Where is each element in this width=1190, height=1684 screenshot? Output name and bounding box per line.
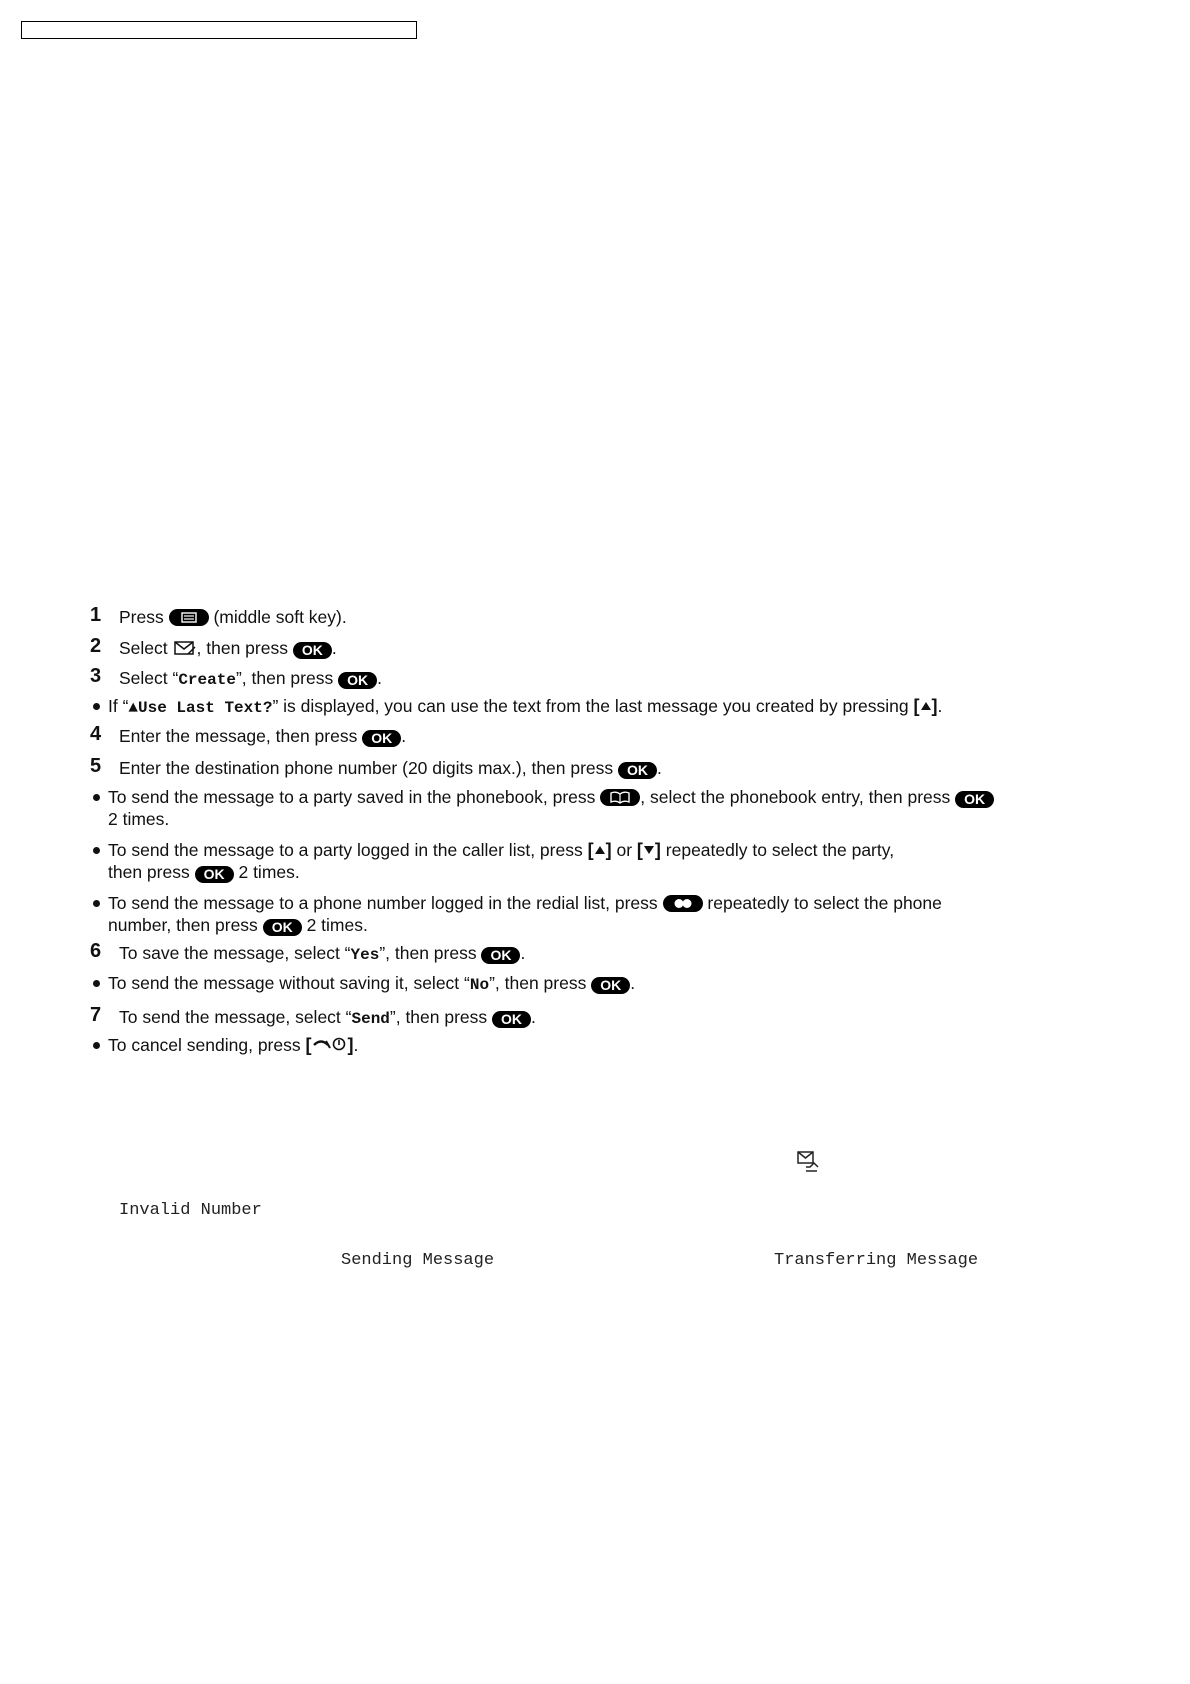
display-label: ▲Use Last Text? bbox=[128, 699, 273, 717]
note-text: 2 times. bbox=[238, 862, 300, 882]
ok-key-icon: OK bbox=[955, 791, 994, 808]
display-label: Send bbox=[351, 1010, 390, 1028]
step-4 bbox=[90, 725, 1090, 747]
display-transferring-message: Transferring Message bbox=[774, 1251, 979, 1270]
step-number: 6 bbox=[90, 940, 102, 962]
step-text: Select “ bbox=[119, 668, 179, 688]
step-text: ”, then press bbox=[235, 668, 334, 688]
bullet bbox=[93, 980, 100, 987]
note-text: To send the message to a phone number logged in the redial list, press bbox=[108, 893, 658, 913]
header-box bbox=[21, 21, 417, 39]
step-5-note-1 bbox=[61, 786, 1090, 830]
step-punct: . bbox=[377, 668, 382, 688]
step-text: ”, then press bbox=[379, 943, 477, 963]
display-sending-message: Sending Message bbox=[341, 1251, 495, 1270]
envelope-transfer-icon bbox=[796, 1150, 820, 1177]
ok-key-icon: OK bbox=[591, 977, 630, 994]
step-5-note-2 bbox=[61, 839, 1090, 883]
step-text: To send the message, select “ bbox=[119, 1007, 352, 1027]
note-text: ”, then press bbox=[489, 973, 587, 993]
step-number: 3 bbox=[90, 665, 102, 687]
step-text: To save the message, select “ bbox=[119, 943, 351, 963]
note-text: , select the phonebook entry, then press bbox=[640, 787, 951, 807]
bullet bbox=[93, 1042, 100, 1049]
step-text: (middle soft key). bbox=[213, 607, 347, 627]
step-2 bbox=[90, 637, 1090, 662]
step-7 bbox=[90, 1006, 1090, 1030]
step-5 bbox=[90, 757, 1090, 779]
step-6 bbox=[90, 942, 1090, 966]
step-number: 7 bbox=[90, 1004, 102, 1026]
instruction-steps bbox=[90, 606, 1090, 1056]
bullet bbox=[93, 900, 100, 907]
bullet bbox=[93, 794, 100, 801]
step-text: ”, then press bbox=[389, 1007, 488, 1027]
step-punct: . bbox=[401, 726, 407, 746]
step-1 bbox=[90, 606, 1090, 628]
step-text: Enter the message, then press bbox=[119, 726, 358, 746]
display-label: Create bbox=[178, 671, 236, 689]
note-text: then press bbox=[108, 862, 190, 882]
step-punct: . bbox=[520, 943, 526, 963]
step-text: Enter the destination phone number (20 digits max.), then press bbox=[119, 758, 614, 778]
step-5-note-3 bbox=[61, 892, 1090, 936]
step-number: 1 bbox=[90, 604, 102, 626]
ok-key-icon: OK bbox=[492, 1011, 531, 1028]
step-7-note bbox=[61, 1034, 1090, 1056]
step-number: 5 bbox=[90, 755, 102, 777]
down-arrow-icon: [ ] bbox=[636, 840, 661, 860]
step-text: Select bbox=[119, 638, 168, 658]
step-text: Press bbox=[119, 607, 164, 627]
display-label: Yes bbox=[350, 946, 380, 964]
note-text: 2 times. bbox=[306, 915, 368, 935]
bullet bbox=[93, 703, 100, 710]
ok-key-icon: OK bbox=[263, 919, 302, 936]
note-text: number, then press bbox=[108, 915, 258, 935]
note-text: repeatedly to select the party, bbox=[665, 840, 895, 860]
step-punct: . bbox=[657, 758, 662, 778]
note-punct: . bbox=[630, 973, 636, 993]
step-text: , then press bbox=[196, 638, 288, 658]
up-arrow-icon: [ ] bbox=[913, 696, 938, 716]
step-punct: . bbox=[531, 1007, 536, 1027]
step-number: 4 bbox=[90, 723, 102, 745]
up-arrow-icon: [ ] bbox=[587, 840, 612, 860]
redial-icon bbox=[663, 895, 703, 912]
note-text: To send the message without saving it, select “ bbox=[108, 973, 470, 993]
ok-key-icon: OK bbox=[195, 866, 234, 883]
bullet bbox=[93, 847, 100, 854]
step-punct: . bbox=[331, 638, 337, 658]
note-text: or bbox=[616, 840, 633, 860]
envelope-icon bbox=[173, 639, 197, 662]
step-3-note bbox=[61, 695, 1090, 719]
ok-key-icon: OK bbox=[293, 642, 332, 659]
note-text: To send the message to a party saved in the phonebook, press bbox=[108, 787, 596, 807]
note-text: ” is displayed, you can use the text from the last message you created by pressing bbox=[272, 696, 909, 716]
note-text: If “ bbox=[108, 696, 129, 716]
step-6-note bbox=[61, 972, 1090, 996]
note-text: To send the message to a party logged in the caller list, press bbox=[108, 840, 583, 860]
note-text: 2 times. bbox=[108, 809, 170, 829]
ok-key-icon: OK bbox=[338, 672, 377, 689]
menu-key-icon bbox=[169, 609, 209, 626]
note-punct: . bbox=[353, 1035, 359, 1055]
ok-key-icon: OK bbox=[618, 762, 657, 779]
display-invalid-number: Invalid Number bbox=[119, 1201, 262, 1220]
step-number: 2 bbox=[90, 635, 102, 657]
ok-key-icon: OK bbox=[481, 947, 520, 964]
phonebook-icon bbox=[600, 789, 640, 806]
note-text: To cancel sending, press bbox=[108, 1035, 301, 1055]
off-hook-icon: [ ] bbox=[305, 1035, 354, 1055]
note-text: repeatedly to select the phone bbox=[707, 893, 942, 913]
ok-key-icon: OK bbox=[362, 730, 401, 747]
display-label: No bbox=[469, 976, 490, 994]
step-3 bbox=[90, 667, 1090, 691]
note-punct: . bbox=[937, 696, 943, 716]
